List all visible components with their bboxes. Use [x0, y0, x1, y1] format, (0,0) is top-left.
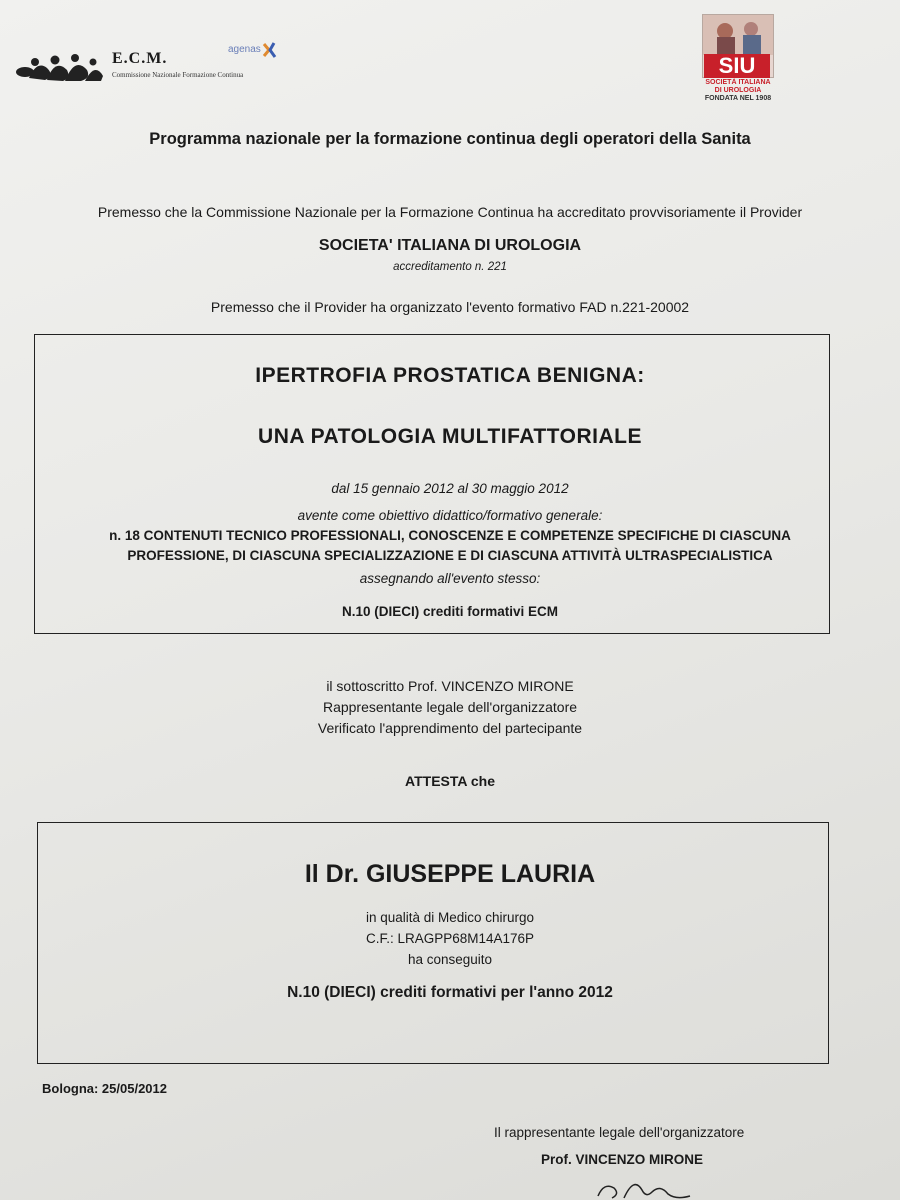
signatory-line-2: Rappresentante legale dell'organizzatore: [322, 699, 578, 715]
accreditation-number: accreditamento n. 221: [393, 261, 507, 273]
assigning-text: assegnando all'evento stesso:: [359, 571, 541, 586]
premise-event: Premesso che il Provider ha organizzato l'evento formativo FAD n.221-20002: [210, 299, 690, 315]
signer-role: Il rappresentante legale dell'organizzatore: [494, 1125, 745, 1140]
participant-tax-code: C.F.: LRAGPP68M14A176P: [365, 931, 535, 946]
signer-name: Prof. VINCENZO MIRONE: [541, 1152, 704, 1167]
objective-line-1: n. 18 CONTENUTI TECNICO PROFESSIONALI, CONOSCENZE E COMPETENZE SPECIFICHE DI CIASCUNA: [109, 528, 791, 543]
agenas-label: agenas: [228, 44, 261, 55]
premise-commission: Premesso che la Commissione Nazionale per la Formazione Continua ha accreditato provvisoriamente il Provider: [97, 204, 803, 220]
place-date: Bologna: 25/05/2012: [42, 1081, 167, 1096]
objective-line-2: PROFESSIONE, DI CIASCUNA SPECIALIZZAZIONE E DI CIASCUNA ATTIVITÀ ULTRASPECIALISTICA: [127, 548, 773, 563]
participant-obtained: ha conseguito: [407, 952, 493, 967]
participant-role: in qualità di Medico chirurgo: [365, 910, 535, 925]
signatory-line-3: Verificato l'apprendimento del partecipante: [317, 720, 583, 736]
provider-name: SOCIETA' ITALIANA DI UROLOGIA: [318, 237, 582, 254]
siu-subtitle-line-3: FONDATA NEL 1908: [704, 95, 772, 102]
handwritten-signature: [590, 1168, 700, 1200]
participant-credits: N.10 (DIECI) crediti formativi per l'anno 2012: [287, 984, 613, 1001]
agenas-logo-icon: [260, 40, 280, 60]
siu-subtitle-line-2: DI UROLOGIA: [714, 87, 762, 94]
ecm-logo-figures: [15, 48, 105, 84]
siu-logo-text: SIU: [704, 54, 770, 78]
objective-intro: avente come obiettivo didattico/formativo generale:: [297, 508, 603, 523]
siu-subtitle: [700, 79, 776, 103]
attests-heading: ATTESTA che: [405, 773, 495, 789]
program-title: Programma nazionale per la formazione continua degli operatori della Sanita: [149, 130, 751, 148]
ecm-subtitle: Commissione Nazionale Formazione Continua: [112, 71, 244, 79]
siu-subtitle-line-1: SOCIETÀ ITALIANA: [705, 79, 771, 86]
event-title-line-1: IPERTROFIA PROSTATICA BENIGNA:: [255, 364, 645, 387]
event-title-line-2: UNA PATOLOGIA MULTIFATTORIALE: [258, 425, 642, 448]
participant-name: Il Dr. GIUSEPPE LAURIA: [304, 860, 596, 888]
siu-logo-figures: [703, 15, 773, 55]
event-dates: dal 15 gennaio 2012 al 30 maggio 2012: [331, 481, 569, 496]
event-credits: N.10 (DIECI) crediti formativi ECM: [341, 604, 559, 619]
ecm-title: E.C.M.: [112, 50, 168, 67]
signatory-line-1: il sottoscritto Prof. VINCENZO MIRONE: [326, 678, 574, 694]
